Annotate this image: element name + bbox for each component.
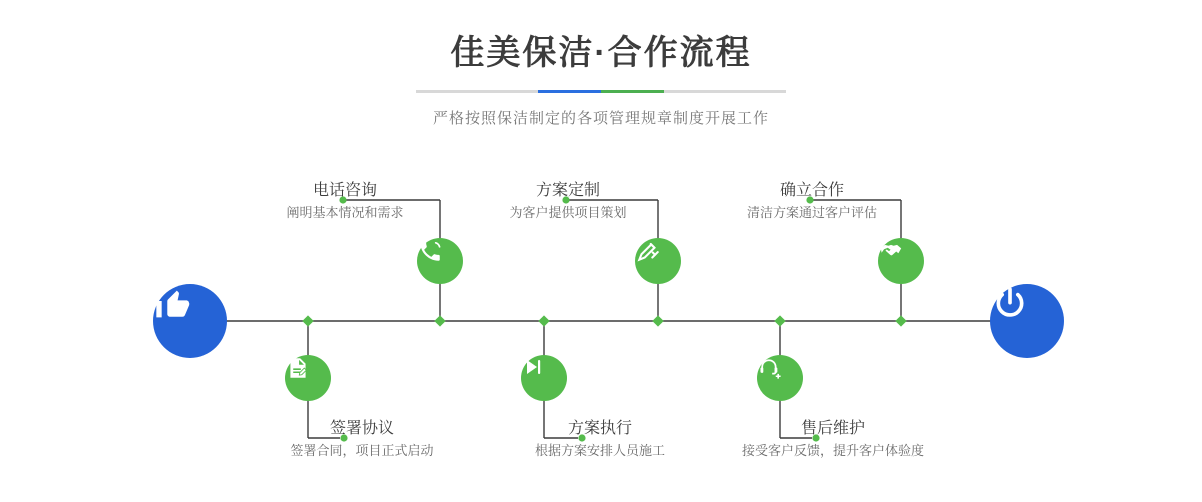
step-icon-3 bbox=[635, 238, 681, 284]
step-desc-5: 清洁方案通过客户评估 bbox=[746, 205, 877, 220]
step-icon-1 bbox=[417, 238, 463, 284]
page-title: 佳美保洁·合作流程 bbox=[450, 34, 752, 72]
step-name-2: 签署协议 bbox=[329, 420, 394, 437]
divider-segment-grey-right bbox=[664, 90, 786, 93]
step-label-1 bbox=[255, 180, 435, 224]
divider-segment-green bbox=[601, 90, 664, 93]
step-desc-3: 为客户提供项目策划 bbox=[509, 205, 627, 220]
step-desc-4: 根据方案安排人员施工 bbox=[534, 443, 665, 458]
step-icon-6 bbox=[757, 355, 803, 401]
step-icon-2 bbox=[285, 355, 331, 401]
step-label-2 bbox=[262, 418, 462, 462]
step-name-4: 方案执行 bbox=[567, 420, 632, 437]
step-label-3 bbox=[478, 180, 658, 224]
divider-segment-grey-left bbox=[416, 90, 538, 93]
title-divider bbox=[416, 90, 786, 93]
step-label-5 bbox=[722, 180, 902, 224]
step-name-1: 电话咨询 bbox=[312, 182, 377, 199]
step-label-6 bbox=[718, 418, 948, 462]
page-header bbox=[0, 30, 1202, 128]
page-subtitle: 严格按照保洁制定的各项管理规章制度开展工作 bbox=[432, 110, 769, 127]
process-flow-diagram bbox=[0, 150, 1202, 502]
divider-segment-blue bbox=[538, 90, 601, 93]
flow-end-node bbox=[990, 284, 1064, 358]
step-name-6: 售后维护 bbox=[800, 420, 865, 437]
step-name-3: 方案定制 bbox=[535, 182, 600, 199]
step-desc-1: 阐明基本情况和需求 bbox=[286, 205, 404, 220]
step-name-5: 确立合作 bbox=[779, 182, 844, 199]
step-icon-5 bbox=[878, 238, 924, 284]
flow-start-node bbox=[153, 284, 227, 358]
step-icon-4 bbox=[521, 355, 567, 401]
step-label-4 bbox=[500, 418, 700, 462]
step-desc-6: 接受客户反馈，提升客户体验度 bbox=[741, 443, 924, 458]
step-desc-2: 签署合同，项目正式启动 bbox=[290, 443, 434, 458]
